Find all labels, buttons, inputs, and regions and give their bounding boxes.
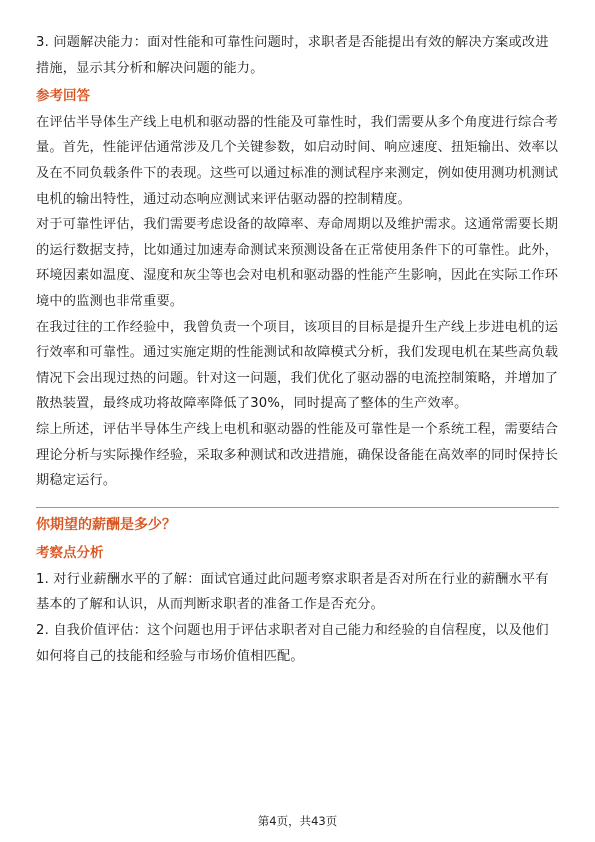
answer-paragraph-4: 综上所述，评估半导体生产线上电机和驱动器的性能及可靠性是一个系统工程，需要结合理论分析与实际操作经验，采取多种测试和改进措施，确保设备能在高效率的同时保持长期稳定运行。 bbox=[36, 421, 559, 489]
section-divider bbox=[36, 507, 559, 508]
answer-paragraph-2: 对于可靠性评估，我们需要考虑设备的故障率、寿命周期以及维护需求。这通常需要长期的运行数据支持，比如通过加速寿命测试来预测设备在正常使用条件下的可靠性。此外，环境因素如温度、湿度和灰尘等也会对电机和驱动器的性能产生影响，因此在实际工作环境中的监测也非常重要。 bbox=[36, 217, 559, 309]
page-number: 第4页，共43页 bbox=[257, 814, 338, 828]
reference-answer-heading: 参考回答 bbox=[36, 88, 90, 105]
answer-paragraph-1: 在评估半导体生产线上电机和驱动器的性能及可靠性时，我们需要从多个角度进行综合考量。首先，性能评估通常涉及几个关键参数，如启动时间、响应速度、扭矩输出、效率以及在不同负载条件下的表现。这些可以通过标准的测试程序来测定，例如使用测功机测试电机的输出特性，通过动态响应测试来评估驱动器的控制精度。 bbox=[36, 114, 559, 207]
analysis-item-1: 1. 对行业薪酬水平的了解：面试官通过此问题考察求职者是否对所在行业的薪酬水平有基本的了解和认识，从而判断求职者的准备工作是否充分。 bbox=[36, 571, 549, 613]
question-title: 你期望的薪酬是多少？ bbox=[36, 516, 176, 533]
analysis-item-2: 2. 自我价值评估：这个问题也用于评估求职者对自己能力和经验的自信程度，以及他们如何将自己的技能和经验与市场价值相匹配。 bbox=[36, 623, 549, 664]
analysis-heading: 考察点分析 bbox=[36, 545, 104, 562]
assessment-item-3: 3. 问题解决能力：面对性能和可靠性问题时，求职者是否能提出有效的解决方案或改进措施，显示其分析和解决问题的能力。 bbox=[36, 35, 549, 76]
answer-paragraph-3: 在我过往的工作经验中，我曾负责一个项目，该项目的目标是提升生产线上步进电机的运行效率和可靠性。通过实施定期的性能测试和故障模式分析，我们发现电机在某些高负载情况下会出现过热的问题。针对这一问题，我们优化了驱动器的电流控制策略，并增加了散热装置，最终成功将故障率降低了30%，同时提高了整体的生产效率。 bbox=[36, 319, 559, 412]
